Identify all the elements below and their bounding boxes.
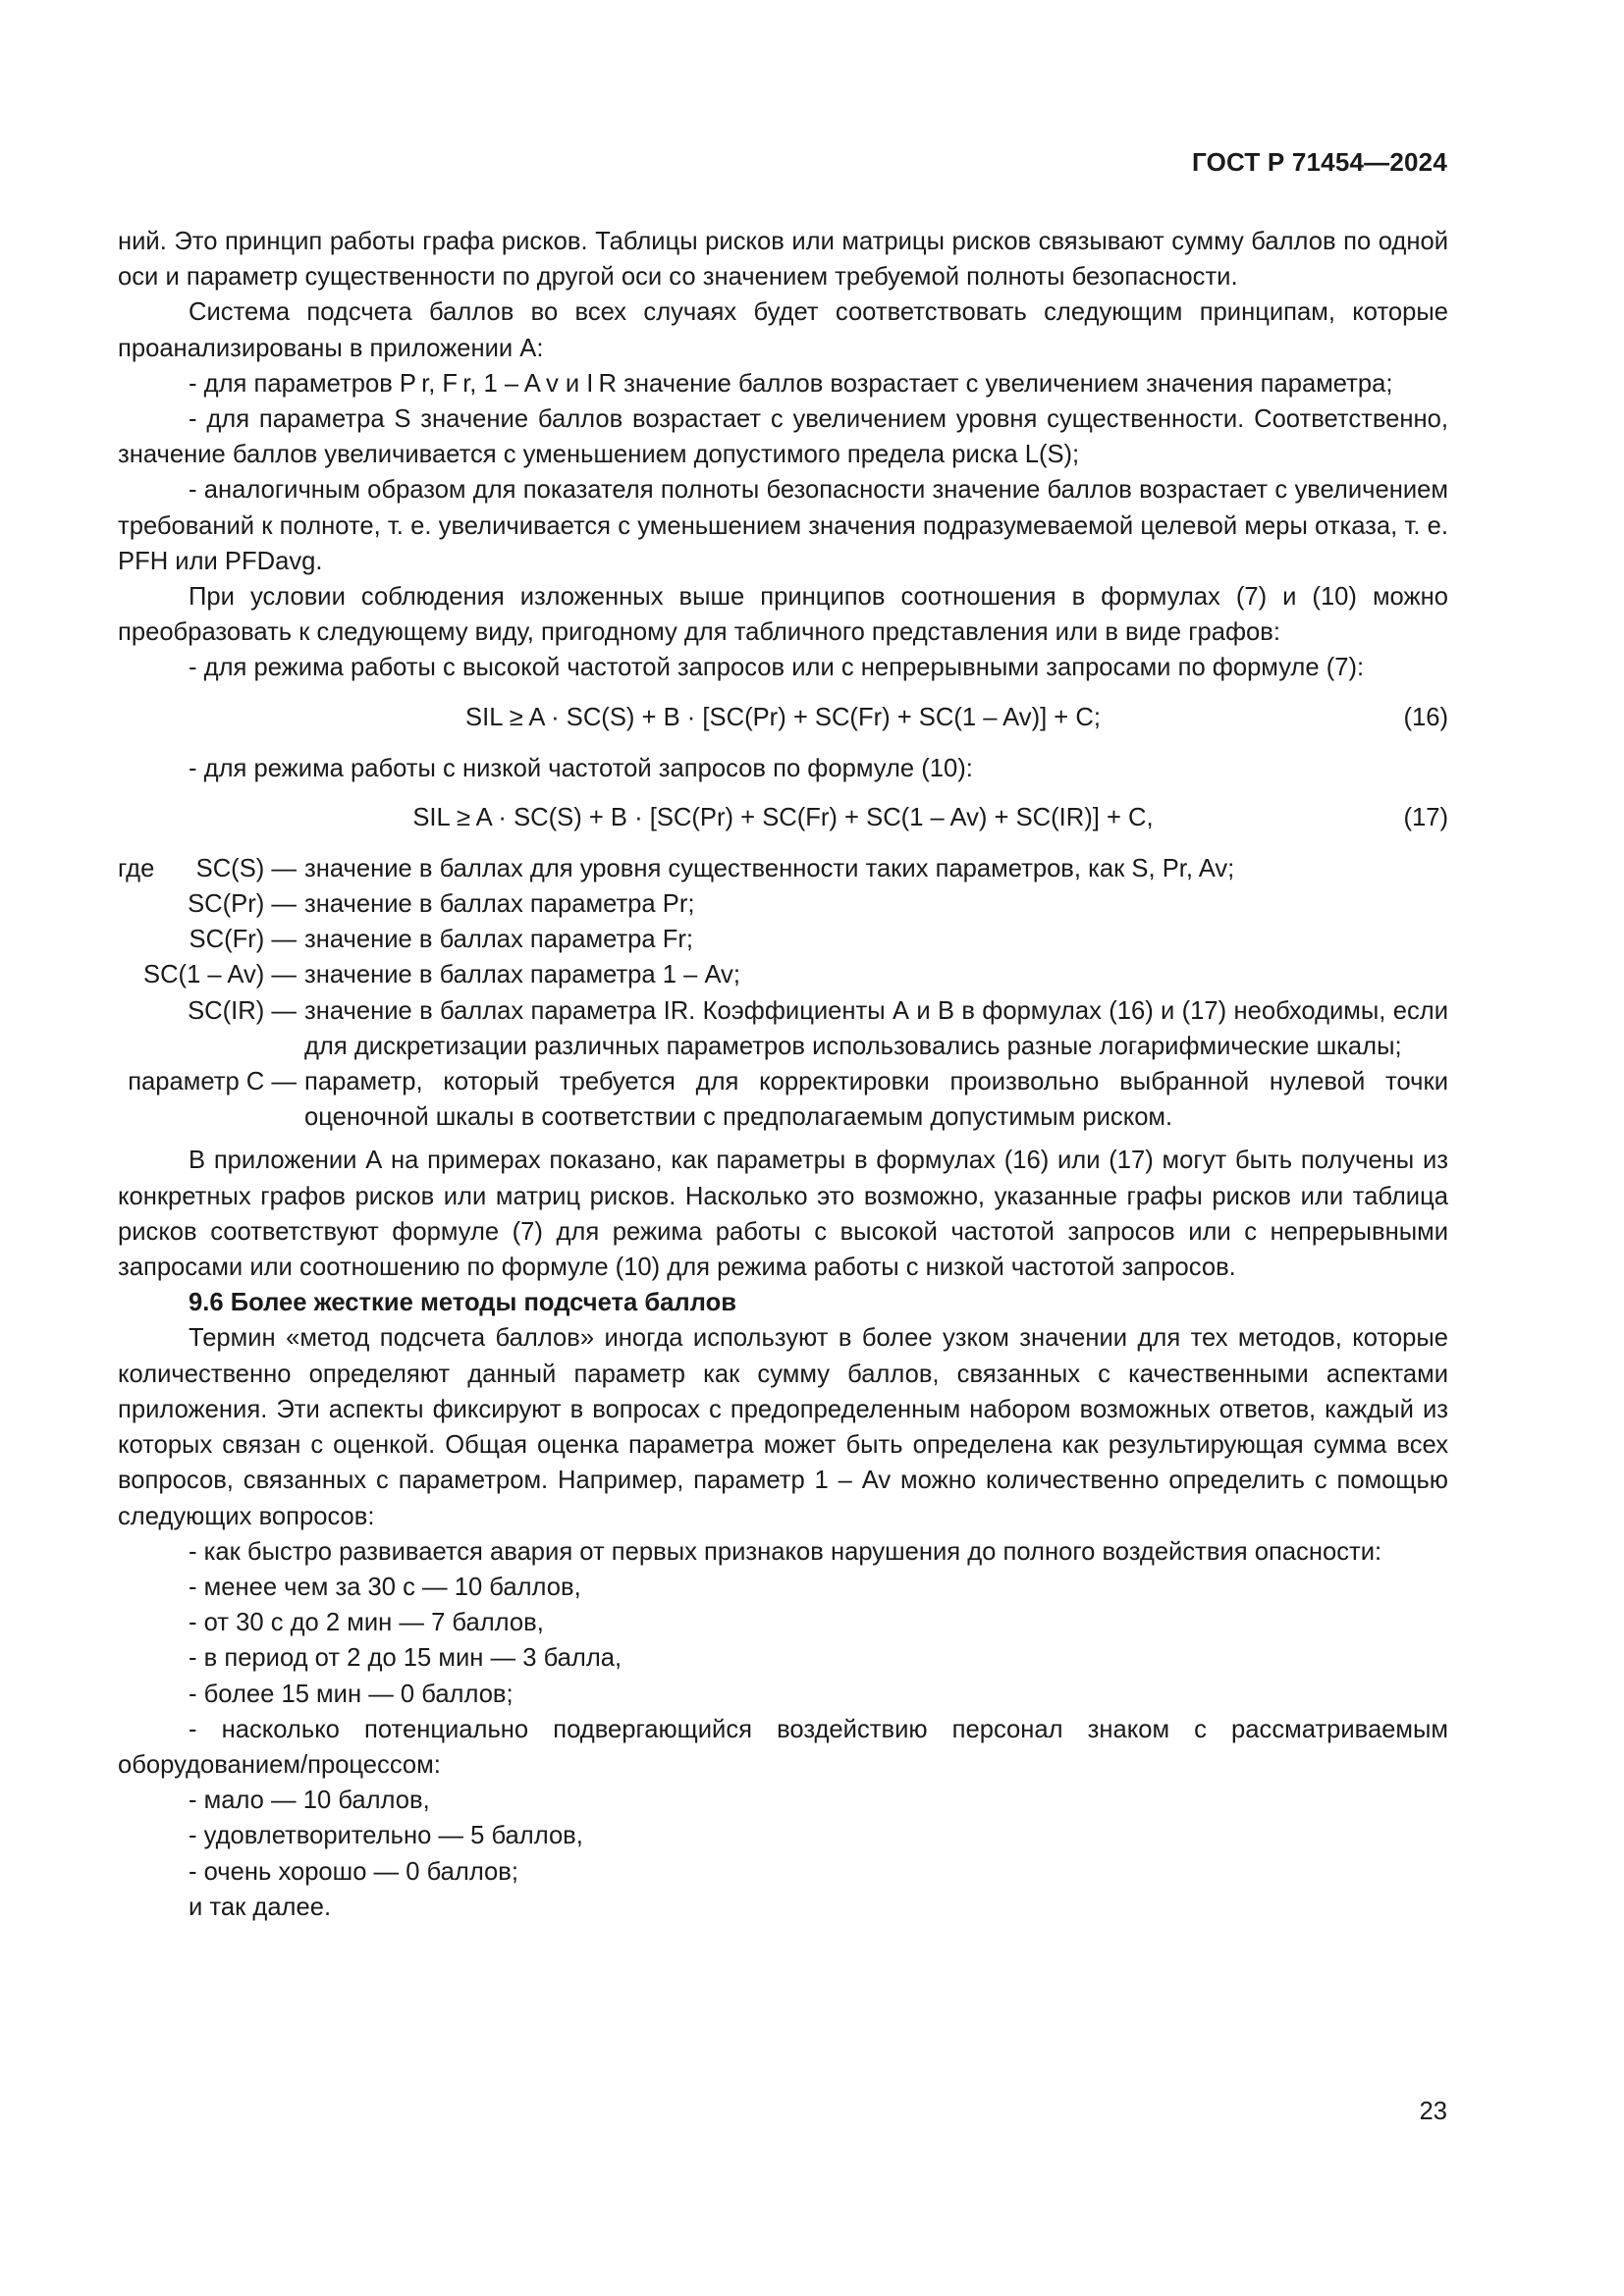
formula-17 <box>118 794 1448 843</box>
paragraph: ний. Это принцип работы графа рисков. Таблицы рисков или матрицы рисков связывают сумму баллов по одной оси и параметр существенности по другой оси со значением требуемой полноты безопасности. <box>118 228 1448 292</box>
list-item: - для параметров P r, F r, 1 – A v и I R значение баллов возрастает с увеличением значения параметра; <box>189 369 1393 398</box>
list-subitem: - менее чем за 30 с — 10 баллов, <box>189 1573 581 1601</box>
list-item: - для режима работы с низкой частотой запросов по формуле (10): <box>189 754 973 782</box>
legend-term: SC(1 – Av) — <box>143 961 297 989</box>
list-subitem: - в период от 2 до 15 мин — 3 балла, <box>189 1644 623 1673</box>
paragraph: При условии соблюдения изложенных выше принципов соотношения в формулах (7) и (10) можно преобразовать к следующему виду, пригодному для табличного представления или в виде графов: <box>118 583 1448 647</box>
list-item: - как быстро развивается авария от первых признаков нарушения до полного воздействия опасности: <box>189 1537 1382 1566</box>
legend-desc: значение в баллах параметра Fr; <box>304 926 694 954</box>
legend-term: SC(IR) — <box>188 996 297 1025</box>
list-subitem: - более 15 мин — 0 баллов; <box>189 1680 514 1708</box>
list-subitem: - от 30 с до 2 мин — 7 баллов, <box>189 1609 544 1637</box>
paragraph: Система подсчета баллов во всех случаях будет соответствовать следующим принципам, которые проанализированы в приложении А: <box>118 298 1448 362</box>
legend-where <box>118 851 1448 1136</box>
list-item: - аналогичным образом для показателя полноты безопасности значение баллов возрастает с увеличением требований к полноте, т. е. увеличивается с уменьшением значения подразумеваемой целевой меры отказа, т. е. PFH или PFDavg. <box>118 476 1448 575</box>
legend-desc: значение в баллах параметра IR. Коэффициенты А и В в формулах (16) и (17) необходимы, если для дискретизации различных параметров использовались разные логарифмические шкалы; <box>304 996 1448 1060</box>
legend-desc: значение в баллах параметра Pr; <box>304 890 695 919</box>
legend-desc: параметр, который требуется для корректировки произвольно выбранной нулевой точки оценочной шкалы в соответствии с предполагаемым допустимым риском. <box>304 1068 1448 1132</box>
formula-number: (17) <box>1403 803 1448 831</box>
formula-text: SIL ≥ A · SC(S) + B · [SC(Pr) + SC(Fr) + SC(1 – Av)] + C; <box>465 703 1101 731</box>
legend-term: где SC(S) — <box>118 851 304 886</box>
page-content <box>118 224 1448 1925</box>
formula-text: SIL ≥ A · SC(S) + B · [SC(Pr) + SC(Fr) + SC(1 – Av) + SC(IR)] + C, <box>412 803 1154 831</box>
legend-term: SC(Pr) — <box>188 890 297 919</box>
list-subitem: - мало — 10 баллов, <box>189 1787 430 1815</box>
legend-desc: значение в баллах параметра 1 – Av; <box>304 961 740 989</box>
paragraph: Термин «метод подсчета баллов» иногда используют в более узком значении для тех методов, которые количественно определяют данный параметр как сумму баллов, связанных с качественными аспектами приложения. Эти аспекты фиксируют в вопросах с предопределенным набором возможных ответов, каждый из которых связан с оценкой. Общая оценка параметра может быть определена как результирующая сумма всех вопросов, связанных с параметром. Например, параметр 1 – Av можно количественно определить с помощью следующих вопросов: <box>118 1324 1448 1530</box>
page-number: 23 <box>1419 2098 1447 2125</box>
formula-16 <box>118 694 1448 743</box>
paragraph: В приложении А на примерах показано, как параметры в формулах (16) или (17) могут быть получены из конкретных графов рисков или матриц рисков. Насколько это возможно, указанные графы рисков или таблица рисков соответствуют формуле (7) для режима работы с высокой частотой запросов или с непрерывными запросами или соотношению по формуле (10) для режима работы с низкой частотой запросов. <box>118 1147 1448 1282</box>
legend-lead: где <box>118 854 155 882</box>
list-item: - для режима работы с высокой частотой запросов или с непрерывными запросами по формуле (7): <box>189 654 1365 682</box>
list-item: - для параметра S значение баллов возрастает с увеличением уровня существенности. Соответственно, значение баллов увеличивается с уменьшением допустимого предела риска L(S); <box>118 405 1448 469</box>
list-item: - насколько потенциально подвергающийся воздействию персонал знаком с рассматриваемым оборудованием/процессом: <box>118 1715 1448 1779</box>
standard-header: ГОСТ Р 71454—2024 <box>1192 147 1447 177</box>
legend-desc: значение в баллах для уровня существенности таких параметров, как S, Pr, Av; <box>304 854 1235 882</box>
paragraph: и так далее. <box>189 1893 332 1921</box>
section-heading: 9.6 Более жесткие методы подсчета баллов <box>189 1289 736 1317</box>
list-subitem: - удовлетворительно — 5 баллов, <box>189 1822 583 1850</box>
list-subitem: - очень хорошо — 0 баллов; <box>189 1857 518 1886</box>
legend-term: параметр С — <box>128 1068 297 1096</box>
formula-number: (16) <box>1403 703 1448 731</box>
legend-term: SC(Fr) — <box>189 926 297 954</box>
